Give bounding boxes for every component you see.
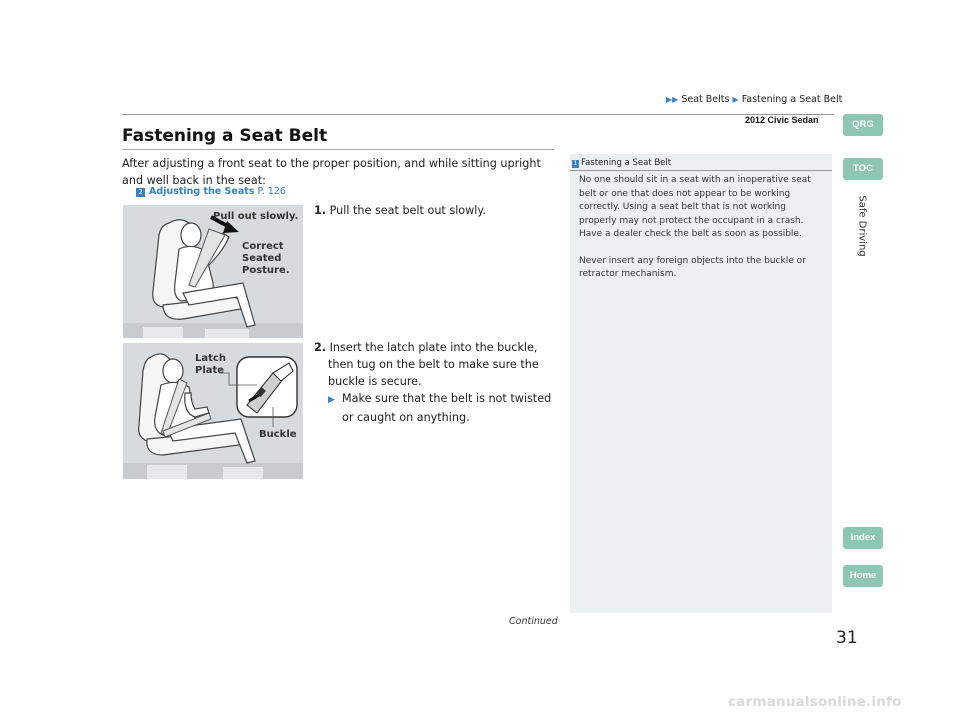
step-text: Pull the seat belt out slowly.: [329, 204, 486, 217]
tab-index[interactable]: Index: [843, 527, 883, 549]
posture-callout: Correct Seated Posture.: [242, 241, 290, 276]
xref-title: Adjusting the Seats: [149, 186, 255, 197]
xref-page: P. 126: [257, 186, 286, 197]
step-number: 1.: [314, 204, 327, 217]
intro-text: After adjusting a front seat to the proper position, and while sitting upright and well back in the seat:: [122, 157, 541, 187]
breadcrumb-arrow-icon: ▶▶: [666, 95, 679, 104]
step-text: Insert the latch plate into the buckle, then tug on the belt to make sure the buckle is secure.: [328, 341, 539, 388]
sidebar-body: [579, 174, 825, 295]
model-name: 2012 Civic Sedan: [745, 115, 819, 125]
watermark: carmanualsonline.info: [728, 694, 902, 710]
cross-reference-link[interactable]: [136, 186, 286, 197]
sidebar-heading-text: Fastening a Seat Belt: [581, 158, 672, 168]
tab-qrg[interactable]: QRG: [843, 114, 883, 136]
section-label: Safe Driving: [856, 195, 868, 257]
step-1: [314, 202, 562, 219]
arrow-right-icon: ▶: [328, 395, 335, 405]
tab-toc[interactable]: TOC: [843, 158, 883, 180]
latch-plate-callout: Latch Plate: [195, 353, 226, 376]
page-title: Fastening a Seat Belt: [122, 126, 328, 146]
pull-out-callout: Pull out slowly.: [213, 211, 299, 222]
tab-home[interactable]: Home: [843, 565, 883, 587]
info-sidebar: [570, 154, 832, 613]
note-marker-icon: 1: [573, 160, 578, 167]
sidebar-paragraph: No one should sit in a seat with an inoperative seat belt or one that does not appear to be working correctly. Using a seat belt that is not working properly may not protect the occupant in a crash. Have a dealer check the belt as soon as possible.: [579, 175, 811, 239]
sidebar-heading: [570, 158, 832, 171]
breadcrumb-item[interactable]: Fastening a Seat Belt: [741, 94, 843, 105]
figure-insert-latch: [123, 343, 303, 479]
header-divider: [122, 114, 834, 115]
step-number: 2.: [314, 341, 327, 354]
breadcrumb: [666, 94, 842, 105]
buckle-callout: Buckle: [259, 429, 297, 440]
title-divider: [122, 149, 554, 150]
continued-label: Continued: [509, 616, 558, 627]
step-2: [314, 339, 562, 426]
step-2-note: [328, 390, 562, 426]
sidebar-paragraph: Never insert any foreign objects into the buckle or retractor mechanism.: [579, 255, 806, 279]
breadcrumb-arrow-icon: ▶: [732, 95, 739, 104]
book-icon: 2: [136, 188, 145, 197]
page-number: 31: [836, 628, 858, 648]
figure-pull-belt: [123, 205, 303, 338]
step-note-text: Make sure that the belt is not twisted or caught on anything.: [342, 392, 552, 424]
breadcrumb-item[interactable]: Seat Belts: [681, 94, 730, 105]
